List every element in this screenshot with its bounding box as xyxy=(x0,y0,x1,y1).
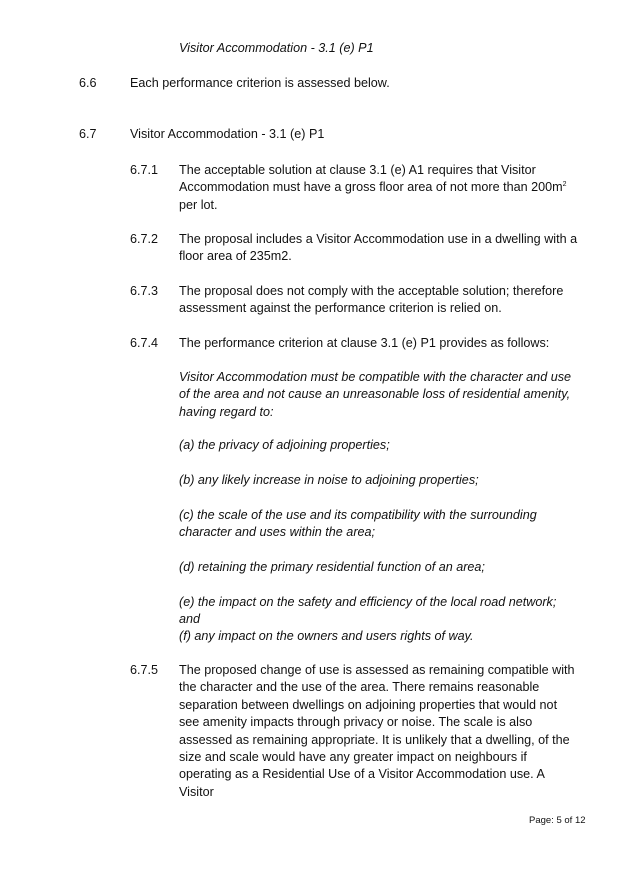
para-6-7-heading: Visitor Accommodation - 3.1 (e) P1 xyxy=(130,127,325,141)
sub-6-7-5-number: 6.7.5 xyxy=(130,663,159,677)
criterion-item-d: (d) retaining the primary residential function of an area; xyxy=(179,560,485,574)
sub-6-7-2-text: The proposal includes a Visitor Accommodation use in a dwelling with a floor area of 235m2. xyxy=(179,232,578,264)
sub-6-7-1-text: The acceptable solution at clause 3.1 (e) A1 requires that Visitor Accommodation must have a gross floor area of not more than $200m^2$ per lot. xyxy=(179,163,567,212)
para-6-7-number: 6.7 xyxy=(79,127,97,141)
sub-6-7-3-number: 6.7.3 xyxy=(130,284,159,298)
para-6-6-number: 6.6 xyxy=(79,76,97,90)
sub-6-7-4-text: The performance criterion at clause 3.1 (e) P1 provides as follows: xyxy=(179,336,550,350)
criterion-item-f: (f) any impact on the owners and users rights of way. xyxy=(179,629,474,643)
para-6-6-text: Each performance criterion is assessed below. xyxy=(130,76,390,90)
sub-6-7-3-text: The proposal does not comply with the acceptable solution; therefore assessment against the performance criterion is relied on. xyxy=(179,284,564,316)
criterion-intro: Visitor Accommodation must be compatible with the character and use of the area and not cause an unreasonable loss of residential amenity, having regard to: xyxy=(179,370,571,419)
sub-6-7-1-number: 6.7.1 xyxy=(130,163,159,177)
continued-heading: Visitor Accommodation - 3.1 (e) P1 xyxy=(179,41,374,55)
criterion-item-e: (e) the impact on the safety and efficiency of the local road network; and xyxy=(179,595,557,627)
area-superscript: 2 xyxy=(562,181,567,189)
sub-6-7-4-number: 6.7.4 xyxy=(130,336,159,350)
criterion-item-c: (c) the scale of the use and its compatibility with the surrounding character and uses within the area; xyxy=(179,508,537,540)
page-number: Page: 5 of 12 xyxy=(529,815,586,826)
sub-6-7-2-number: 6.7.2 xyxy=(130,232,159,246)
criterion-item-b: (b) any likely increase in noise to adjoining properties; xyxy=(179,473,479,487)
criterion-item-a: (a) the privacy of adjoining properties; xyxy=(179,438,390,452)
sub-6-7-5-text: The proposed change of use is assessed as remaining compatible with the character and the use of the area. There remains reasonable separation between dwellings on adjoining properties that would not see amenity impacts through privacy or noise. The scale is also assessed as remaining appropriate. It is unlikely that a dwelling, of the size and scale would have any greater impact on neighbours if operating as a Residential Use of a Visitor Accommodation use. A Visitor xyxy=(179,663,575,799)
